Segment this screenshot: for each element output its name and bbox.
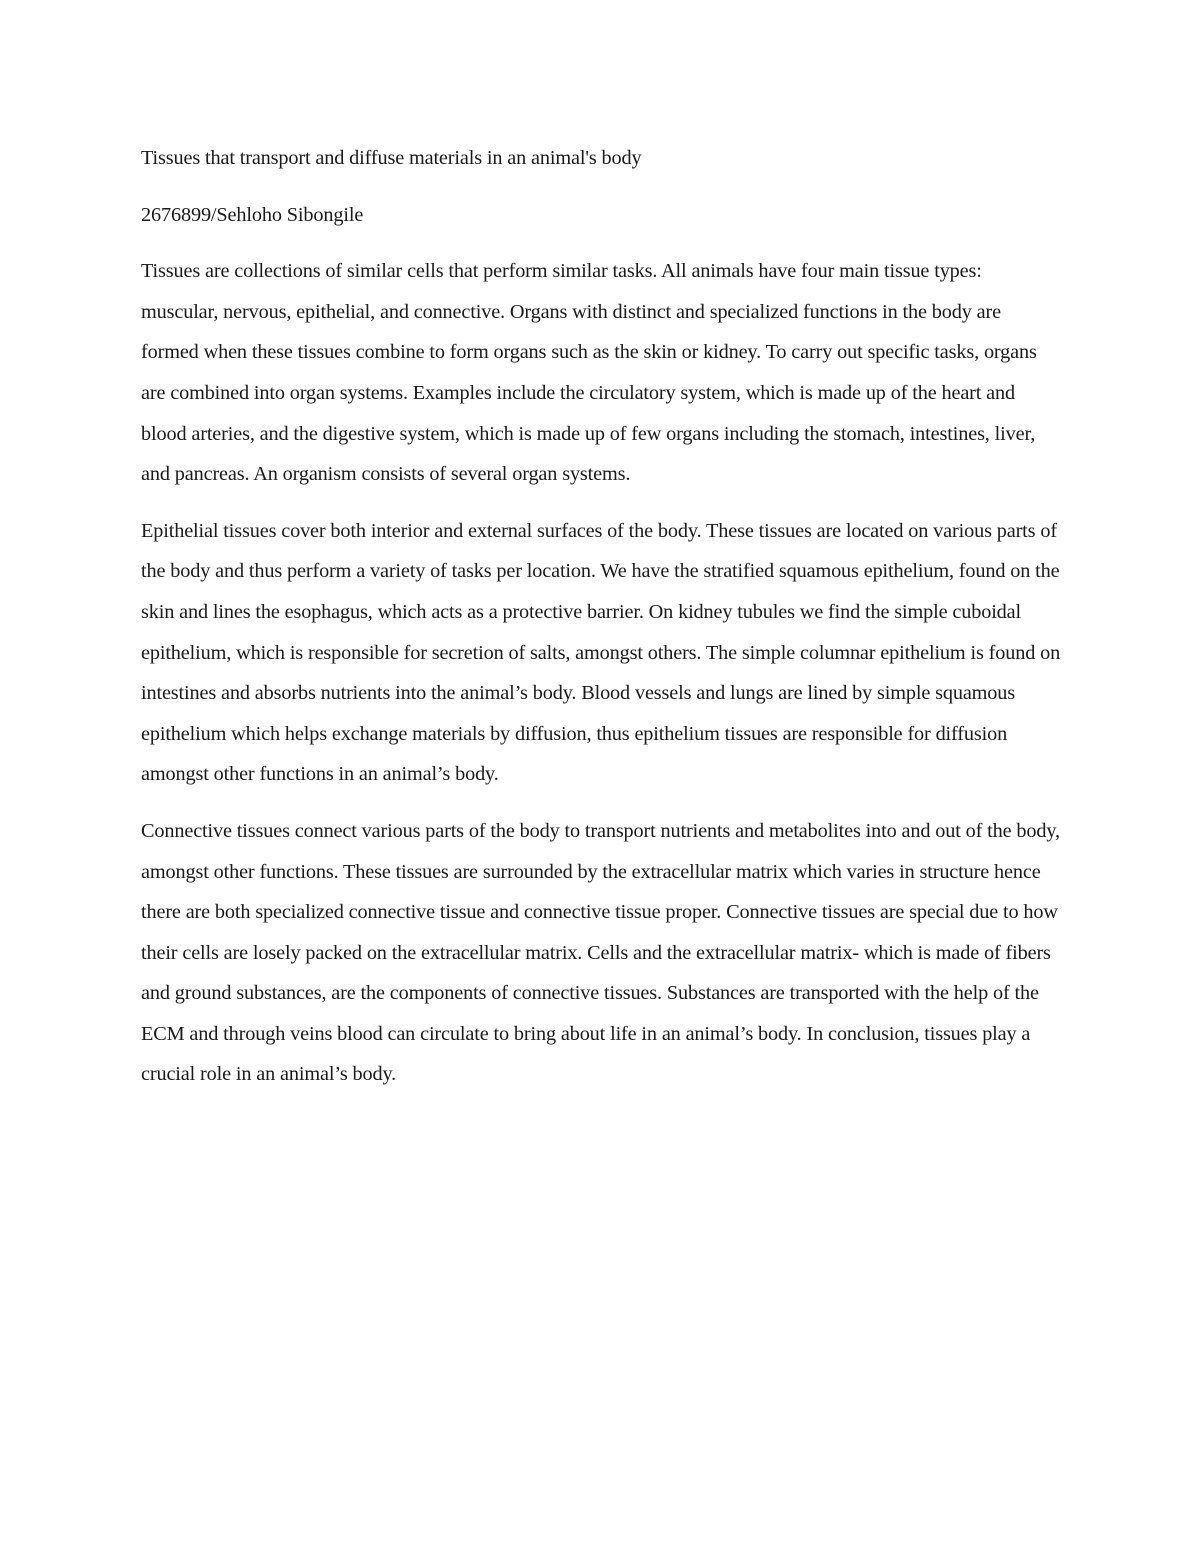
paragraph-epithelial: Epithelial tissues cover both interior and external surfaces of the body. These tissues are located on various parts of the body and thus perform a variety of tasks per location. We have the stratified squamous epithelium, found on the skin and lines the esophagus, which acts as a protective barrier. On kidney tubules we find the simple cuboidal epithelium, which is responsible for secretion of salts, amongst others. The simple columnar epithelium is found on intestines and absorbs nutrients into the animal’s body. Blood vessels and lungs are lined by simple squamous epithelium which helps exchange materials by diffusion, thus epithelium tissues are responsible for diffusion amongst other functions in an animal’s body. [141, 519, 1061, 786]
paragraph-intro: Tissues are collections of similar cells that perform similar tasks. All animals have four main tissue types: muscular, nervous, epithelial, and connective. Organs with distinct and specialized functions in the body are formed when these tissues combine to form organs such as the skin or kidney. To carry out specific tasks, organs are combined into organ systems. Examples include the circulatory system, which is made up of the heart and blood arteries, and the digestive system, which is made up of few organs including the stomach, intestines, liver, and pancreas. An organism consists of several organ systems. [141, 260, 1037, 486]
author-line: 2676899/Sehloho Sibongile [141, 203, 364, 226]
paragraph-connective: Connective tissues connect various parts of the body to transport nutrients and metabolites into and out of the body, amongst other functions. These tissues are surrounded by the extracellular matrix which varies in structure hence there are both specialized connective tissue and connective tissue proper. Connective tissues are special due to how their cells are losely packed on the extracellular matrix. Cells and the extracellular matrix- which is made of fibers and ground substances, are the components of connective tissues. Substances are transported with the help of the ECM and through veins blood can circulate to bring about life in an animal’s body. In conclusion, tissues play a crucial role in an animal’s body. [141, 819, 1060, 1086]
document-title: Tissues that transport and diffuse materials in an animal's body [141, 147, 642, 169]
document-body [141, 138, 1061, 1111]
